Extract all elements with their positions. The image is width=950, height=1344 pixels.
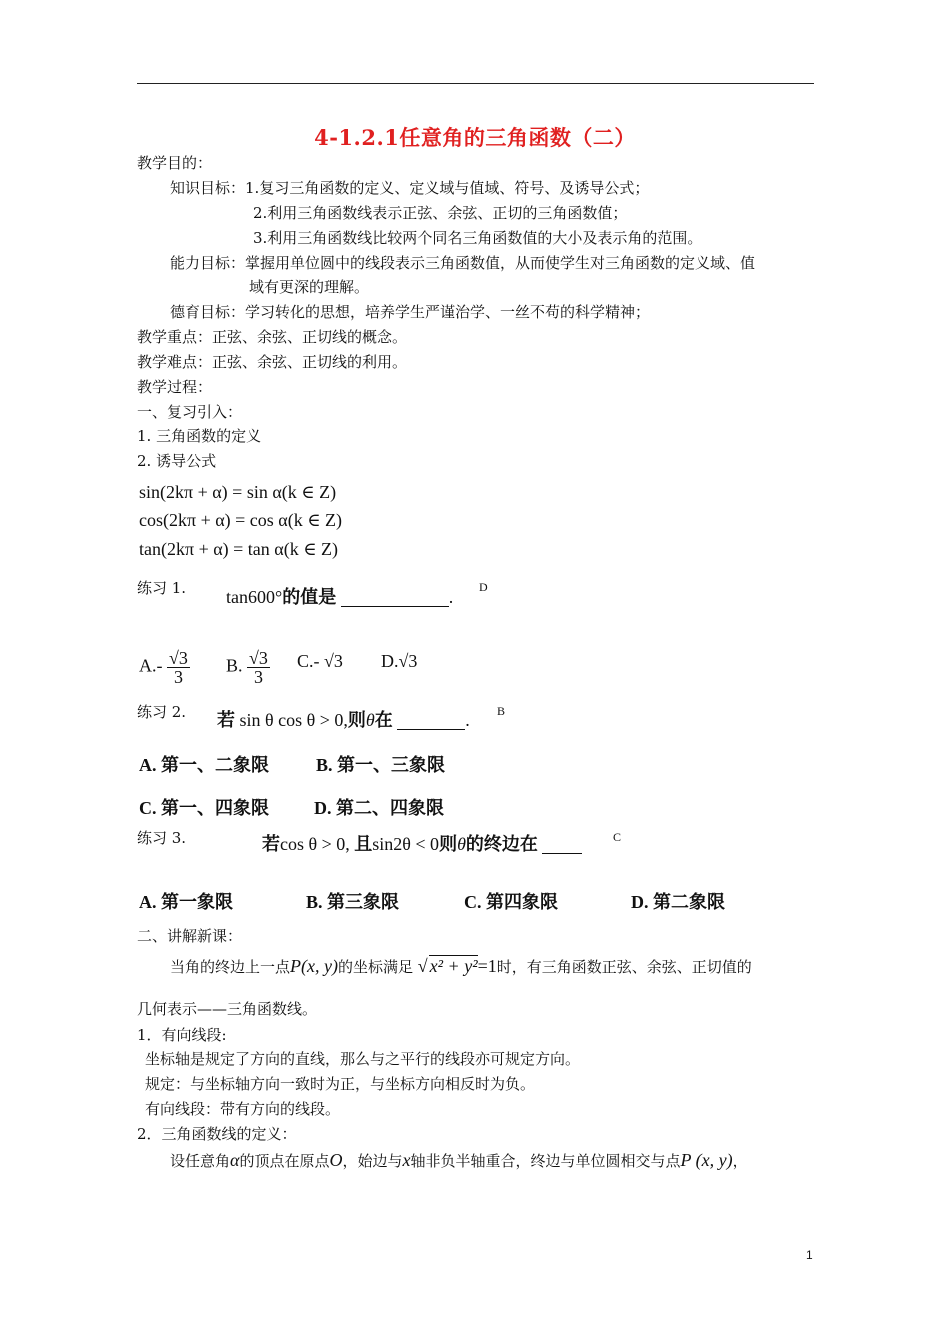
exercise-1-answer: D bbox=[479, 580, 488, 594]
page-number: 1 bbox=[806, 1248, 813, 1262]
exercise-3-question: 若cos θ > 0, 且sin2θ < 0则θ的终边在 bbox=[262, 834, 582, 854]
review-item-1: 1. 三角函数的定义 bbox=[137, 427, 262, 445]
review-item-2: 2. 诱导公式 bbox=[137, 452, 217, 470]
exercise-2-option-d: D. 第二、四象限 bbox=[314, 798, 444, 818]
exercise-3-option-b: B. 第三象限 bbox=[306, 892, 400, 912]
formula-cos: cos(2kπ + α) = cos α(k ∈ Z) bbox=[139, 510, 343, 530]
fraction: $\frac{√3}{3}$ bbox=[249, 648, 268, 687]
new-lesson-para-1-cont: 几何表示——三角函数线。 bbox=[137, 1000, 318, 1018]
knowledge-objective-3: 3.利用三角函数线比较两个同名三角函数值的大小及表示角的范围。 bbox=[253, 229, 703, 247]
knowledge-objective-1: 知识目标：1.复习三角函数的定义、定义域与值域、符号、及诱导公式； bbox=[170, 179, 650, 197]
answer-blank bbox=[397, 713, 465, 730]
exercise-1-option-a: A.- $\frac{√3}{3}$ bbox=[139, 648, 188, 687]
difficulty: 教学难点：正弦、余弦、正切线的利用。 bbox=[137, 353, 408, 371]
exercise-3-option-d: D. 第二象限 bbox=[631, 892, 725, 912]
fraction: $\frac{√3}{3}$ bbox=[169, 648, 188, 687]
section-1-line-2: 规定：与坐标轴方向一致时为正，与坐标方向相反时为负。 bbox=[145, 1075, 536, 1093]
exercise-1-question: tan600°的值是 . bbox=[226, 587, 454, 607]
sqrt-expression: x² + y² bbox=[429, 956, 478, 976]
ability-objective-line-2: 域有更深的理解。 bbox=[249, 278, 370, 296]
exercise-2-option-b: B. 第一、三象限 bbox=[316, 755, 446, 775]
exercise-1-option-c: C.- √3 bbox=[297, 651, 343, 671]
exercise-1-label: 练习 1. bbox=[137, 579, 187, 597]
formula-sin: sin(2kπ + α) = sin α(k ∈ Z) bbox=[139, 482, 337, 502]
section-1-line-3: 有向线段：带有方向的线段。 bbox=[145, 1100, 341, 1118]
moral-objective: 德育目标：学习转化的思想，培养学生严谨治学、一丝不苟的科学精神； bbox=[170, 303, 651, 321]
section-2-heading: 2．三角函数线的定义： bbox=[137, 1125, 297, 1143]
knowledge-objective-2: 2.利用三角函数线表示正弦、余弦、正切的三角函数值； bbox=[253, 204, 628, 222]
new-lesson-heading: 二、讲解新课： bbox=[137, 927, 243, 945]
exercise-3-option-c: C. 第四象限 bbox=[464, 892, 558, 912]
exercise-1-option-b: B. $\frac{√3}{3}$ bbox=[226, 648, 268, 687]
objectives-heading: 教学目的： bbox=[137, 154, 213, 172]
exercise-2-answer: B bbox=[497, 704, 506, 718]
section-1-heading: 1．有向线段: bbox=[137, 1026, 227, 1044]
exercise-2-option-c: C. 第一、四象限 bbox=[139, 798, 269, 818]
answer-blank bbox=[341, 590, 449, 607]
answer-blank bbox=[542, 837, 582, 854]
section-2-para: 设任意角α的顶点在原点O，始边与x轴非负半轴重合，终边与单位圆相交与点P (x, y)， bbox=[170, 1150, 748, 1170]
header-rule bbox=[137, 83, 814, 84]
new-lesson-para-1: 当角的终边上一点P(x, y)的坐标满足 √ x² + y²=1时，有三角函数正弦、余弦、正切值的 bbox=[170, 956, 752, 976]
section-1-line-1: 坐标轴是规定了方向的直线，那么与之平行的线段亦可规定方向。 bbox=[145, 1050, 581, 1068]
exercise-2-option-a: A. 第一、二象限 bbox=[139, 755, 269, 775]
exercise-3-answer: C bbox=[613, 830, 622, 844]
exercise-1-option-d: D.√3 bbox=[381, 651, 418, 671]
exercise-3-option-a: A. 第一象限 bbox=[139, 892, 233, 912]
exercise-3-label: 练习 3. bbox=[137, 829, 187, 847]
review-heading: 一、复习引入： bbox=[137, 403, 243, 421]
page-title: 4-1.2.1任意角的三角函数（二） bbox=[314, 125, 636, 150]
ability-objective-line-1: 能力目标：掌握用单位圆中的线段表示三角函数值，从而使学生对三角函数的定义域、值 bbox=[170, 254, 756, 272]
key-point: 教学重点：正弦、余弦、正切线的概念。 bbox=[137, 328, 408, 346]
formula-tan: tan(2kπ + α) = tan α(k ∈ Z) bbox=[139, 539, 339, 559]
exercise-2-label: 练习 2. bbox=[137, 703, 187, 721]
exercise-2-question: 若 sin θ cos θ > 0,则θ在 . bbox=[217, 710, 470, 730]
process-heading: 教学过程： bbox=[137, 378, 213, 396]
